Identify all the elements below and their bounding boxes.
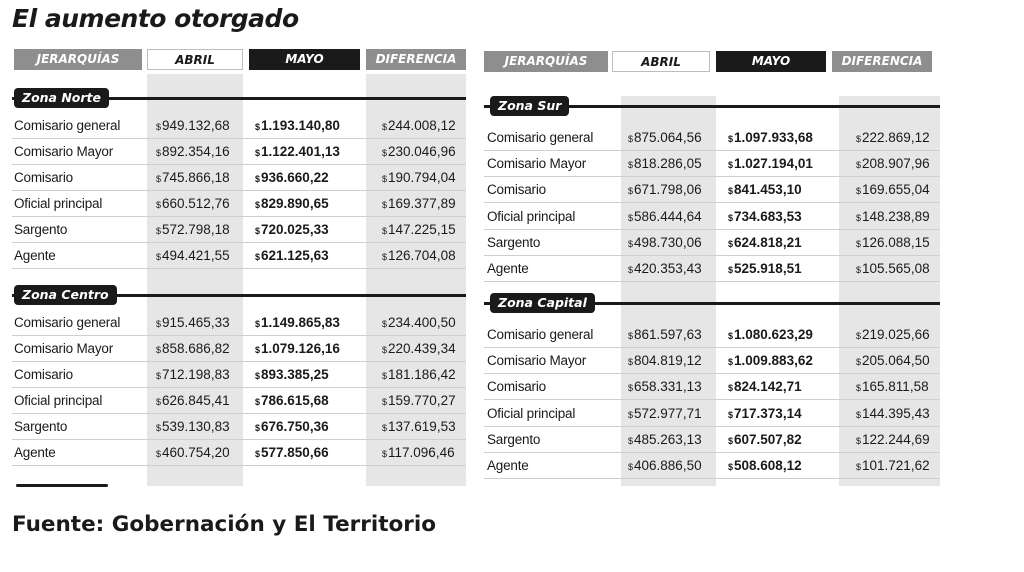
- diferencia-amount: 169.655,04: [862, 182, 930, 198]
- currency-symbol: $: [255, 423, 261, 433]
- currency-symbol: $: [156, 252, 162, 262]
- currency-symbol: $: [628, 134, 634, 144]
- currency-symbol: $: [255, 148, 261, 158]
- diferencia-value: [856, 151, 930, 177]
- table-row: [484, 453, 940, 479]
- diferencia-amount: 190.794,04: [388, 170, 456, 185]
- currency-symbol: $: [255, 371, 261, 381]
- currency-symbol: $: [728, 265, 734, 275]
- abril-value: [628, 453, 702, 479]
- currency-symbol: $: [255, 226, 261, 236]
- abril-amount: 460.754,20: [162, 445, 230, 460]
- abril-value: [628, 125, 702, 151]
- currency-symbol: $: [628, 265, 634, 275]
- abril-amount: 660.512,76: [162, 196, 230, 211]
- currency-symbol: $: [728, 435, 734, 446]
- abril-value: [628, 322, 702, 348]
- currency-symbol: $: [156, 148, 162, 158]
- currency-symbol: $: [728, 331, 734, 341]
- section-stub: [16, 484, 108, 487]
- currency-symbol: $: [382, 252, 388, 262]
- diferencia-value: [382, 165, 456, 191]
- zone-label: Zona Capital: [490, 293, 595, 313]
- table-row: [12, 217, 466, 243]
- abril-amount: 586.444,64: [634, 208, 702, 224]
- table-row: [12, 440, 466, 466]
- mayo-value: [728, 204, 802, 230]
- zone-label: Zona Sur: [490, 96, 569, 116]
- rank-name: Comisario: [487, 379, 546, 395]
- currency-symbol: $: [382, 319, 388, 329]
- mayo-amount: 841.453,10: [734, 182, 802, 198]
- abril-value: [156, 243, 230, 269]
- currency-symbol: $: [382, 397, 388, 407]
- mayo-amount: 676.750,36: [261, 419, 329, 434]
- abril-amount: 671.798,06: [634, 182, 702, 198]
- rank-name: Comisario general: [487, 130, 594, 145]
- abril-amount: 572.977,71: [634, 405, 702, 421]
- diferencia-value: [856, 401, 930, 427]
- abril-value: [156, 217, 230, 243]
- currency-symbol: $: [255, 174, 261, 184]
- header-jerarquias: JERARQUÍAS: [14, 49, 142, 70]
- mayo-amount: 624.818,21: [734, 234, 802, 250]
- diferencia-amount: 126.088,15: [862, 234, 930, 250]
- table-row: [484, 374, 940, 400]
- diferencia-value: [382, 362, 456, 388]
- table-row: [12, 139, 466, 165]
- abril-amount: 745.866,18: [162, 170, 230, 185]
- mayo-value: [255, 165, 329, 191]
- mayo-amount: 893.385,25: [261, 367, 329, 382]
- mayo-value: [728, 151, 813, 177]
- header-abril: ABRIL: [147, 49, 243, 70]
- mayo-value: [728, 230, 802, 256]
- abril-value: [628, 401, 702, 427]
- mayo-amount: 720.025,33: [261, 222, 329, 237]
- mayo-amount: 824.142,71: [734, 379, 802, 395]
- right-salary-table: [484, 0, 940, 572]
- diferencia-amount: 222.869,12: [862, 130, 930, 145]
- currency-symbol: $: [255, 397, 261, 407]
- currency-symbol: $: [628, 357, 634, 368]
- currency-symbol: $: [628, 160, 634, 171]
- mayo-value: [255, 362, 329, 388]
- abril-value: [628, 204, 702, 230]
- currency-symbol: $: [156, 226, 162, 236]
- currency-symbol: $: [382, 423, 388, 433]
- table-row: [484, 348, 940, 374]
- mayo-value: [255, 139, 340, 165]
- mayo-amount: 525.918,51: [734, 261, 802, 276]
- currency-symbol: $: [156, 319, 162, 329]
- currency-symbol: $: [728, 160, 734, 171]
- diferencia-amount: 126.704,08: [388, 248, 456, 263]
- diferencia-amount: 144.395,43: [862, 405, 930, 421]
- left-salary-table: [12, 0, 466, 572]
- currency-symbol: $: [628, 186, 634, 197]
- table-row: [12, 362, 466, 388]
- currency-symbol: $: [255, 449, 261, 459]
- rank-name: Sargento: [487, 234, 541, 250]
- table-row: [12, 165, 466, 191]
- mayo-value: [728, 322, 813, 348]
- zone-label: Zona Centro: [14, 285, 117, 305]
- diferencia-amount: 105.565,08: [862, 261, 930, 276]
- abril-amount: 818.286,05: [634, 156, 702, 172]
- currency-symbol: $: [382, 148, 388, 158]
- abril-amount: 949.132,68: [162, 118, 230, 133]
- diferencia-value: [382, 113, 456, 139]
- currency-symbol: $: [728, 383, 734, 394]
- abril-amount: 804.819,12: [634, 353, 702, 369]
- table-row: [484, 322, 940, 348]
- mayo-value: [255, 191, 329, 217]
- rank-name: Agente: [14, 248, 56, 263]
- table-row: [484, 204, 940, 230]
- currency-symbol: $: [728, 357, 734, 368]
- mayo-value: [255, 217, 329, 243]
- zone-label: Zona Norte: [14, 88, 109, 108]
- mayo-amount: 829.890,65: [261, 196, 329, 211]
- currency-symbol: $: [628, 383, 634, 394]
- diferencia-amount: 147.225,15: [388, 222, 456, 237]
- mayo-value: [255, 414, 329, 440]
- currency-symbol: $: [382, 449, 388, 459]
- abril-amount: 858.686,82: [162, 341, 230, 356]
- diferencia-amount: 181.186,42: [388, 367, 456, 382]
- rank-name: Oficial principal: [487, 405, 576, 421]
- diferencia-amount: 169.377,89: [388, 196, 456, 211]
- currency-symbol: $: [628, 409, 634, 420]
- diferencia-value: [856, 348, 930, 374]
- currency-symbol: $: [856, 357, 862, 368]
- abril-value: [156, 191, 230, 217]
- table-row: [12, 388, 466, 414]
- abril-value: [628, 256, 702, 282]
- currency-symbol: $: [156, 371, 162, 381]
- mayo-amount: 607.507,82: [734, 431, 802, 447]
- currency-symbol: $: [856, 462, 862, 472]
- abril-amount: 626.845,41: [162, 393, 230, 408]
- currency-symbol: $: [856, 186, 862, 197]
- diferencia-value: [382, 191, 456, 217]
- currency-symbol: $: [156, 345, 162, 355]
- currency-symbol: $: [382, 122, 388, 132]
- abril-value: [156, 139, 230, 165]
- diferencia-amount: 117.096,46: [388, 445, 455, 460]
- diferencia-amount: 101.721,62: [862, 458, 930, 473]
- diferencia-value: [856, 204, 930, 230]
- abril-value: [628, 427, 702, 453]
- diferencia-amount: 205.064,50: [862, 353, 930, 369]
- table-row: [12, 191, 466, 217]
- currency-symbol: $: [156, 423, 162, 433]
- abril-value: [156, 388, 230, 414]
- currency-symbol: $: [382, 174, 388, 184]
- currency-symbol: $: [856, 383, 862, 394]
- diferencia-amount: 159.770,27: [388, 393, 456, 408]
- rank-name: Comisario general: [14, 315, 121, 330]
- page-title: El aumento otorgado: [12, 4, 299, 33]
- abril-value: [628, 177, 702, 203]
- mayo-amount: 717.373,14: [734, 405, 802, 421]
- diferencia-amount: 165.811,58: [862, 379, 929, 395]
- mayo-amount: 1.079.126,16: [261, 341, 340, 356]
- currency-symbol: $: [156, 397, 162, 407]
- currency-symbol: $: [856, 160, 862, 171]
- mayo-amount: 1.097.933,68: [734, 130, 813, 145]
- currency-symbol: $: [728, 238, 734, 249]
- rank-name: Comisario Mayor: [14, 144, 114, 159]
- rank-name: Oficial principal: [14, 196, 103, 211]
- mayo-amount: 734.683,53: [734, 208, 802, 224]
- header-diferencia: DIFERENCIA: [832, 51, 932, 72]
- table-row: [484, 125, 940, 151]
- table-row: [484, 230, 940, 256]
- abril-amount: 915.465,33: [162, 315, 230, 330]
- abril-value: [156, 440, 230, 466]
- table-row: [484, 256, 940, 282]
- mayo-amount: 508.608,12: [734, 458, 802, 473]
- header-mayo: MAYO: [249, 49, 360, 70]
- table-row: [12, 310, 466, 336]
- abril-value: [156, 165, 230, 191]
- header-jerarquias: JERARQUÍAS: [484, 51, 608, 72]
- mayo-value: [255, 440, 329, 466]
- abril-amount: 420.353,43: [634, 261, 702, 276]
- header-diferencia: DIFERENCIA: [366, 49, 466, 70]
- mayo-value: [728, 256, 802, 282]
- abril-value: [156, 414, 230, 440]
- rank-name: Agente: [14, 445, 56, 460]
- rank-name: Sargento: [487, 431, 541, 447]
- abril-value: [628, 151, 702, 177]
- abril-amount: 494.421,55: [162, 248, 230, 263]
- abril-amount: 875.064,56: [634, 130, 702, 145]
- mayo-amount: 936.660,22: [261, 170, 329, 185]
- diferencia-value: [382, 388, 456, 414]
- header-abril: ABRIL: [612, 51, 710, 72]
- currency-symbol: $: [382, 371, 388, 381]
- abril-value: [156, 362, 230, 388]
- diferencia-amount: 208.907,96: [862, 156, 930, 172]
- mayo-amount: 1.009.883,62: [734, 353, 813, 369]
- abril-value: [628, 230, 702, 256]
- currency-symbol: $: [382, 200, 388, 210]
- diferencia-amount: 230.046,96: [388, 144, 456, 159]
- table-row: [12, 113, 466, 139]
- abril-value: [156, 336, 230, 362]
- rank-name: Sargento: [14, 419, 68, 434]
- currency-symbol: $: [856, 238, 862, 249]
- abril-amount: 406.886,50: [634, 458, 702, 473]
- header-mayo: MAYO: [716, 51, 826, 72]
- mayo-value: [255, 113, 340, 139]
- mayo-value: [728, 177, 802, 203]
- currency-symbol: $: [255, 252, 261, 262]
- abril-value: [628, 348, 702, 374]
- rank-name: Comisario Mayor: [487, 156, 587, 172]
- currency-symbol: $: [628, 462, 634, 472]
- mayo-amount: 621.125,63: [261, 248, 329, 263]
- diferencia-value: [856, 230, 930, 256]
- rank-name: Comisario general: [487, 327, 594, 342]
- mayo-value: [728, 427, 802, 453]
- rank-name: Sargento: [14, 222, 68, 237]
- rank-name: Comisario Mayor: [14, 341, 114, 356]
- diferencia-value: [382, 310, 456, 336]
- diferencia-value: [382, 243, 456, 269]
- table-row: [484, 401, 940, 427]
- mayo-amount: 1.193.140,80: [261, 118, 340, 133]
- currency-symbol: $: [856, 212, 862, 223]
- currency-symbol: $: [156, 122, 162, 132]
- diferencia-value: [856, 125, 930, 151]
- rank-name: Comisario: [14, 170, 73, 185]
- mayo-amount: 1.080.623,29: [734, 327, 813, 342]
- diferencia-value: [856, 177, 930, 203]
- currency-symbol: $: [156, 449, 162, 459]
- abril-amount: 892.354,16: [162, 144, 230, 159]
- currency-symbol: $: [382, 345, 388, 355]
- diferencia-value: [856, 256, 930, 282]
- table-row: [484, 177, 940, 203]
- currency-symbol: $: [728, 212, 734, 223]
- diferencia-value: [382, 217, 456, 243]
- rank-name: Agente: [487, 458, 529, 473]
- mayo-value: [255, 336, 340, 362]
- rank-name: Comisario Mayor: [487, 353, 587, 369]
- table-row: [12, 243, 466, 269]
- abril-amount: 861.597,63: [634, 327, 702, 342]
- diferencia-amount: 148.238,89: [862, 208, 930, 224]
- currency-symbol: $: [728, 409, 734, 420]
- source-credit: Fuente: Gobernación y El Territorio: [12, 512, 437, 537]
- currency-symbol: $: [728, 186, 734, 197]
- abril-amount: 658.331,13: [634, 379, 702, 395]
- abril-value: [156, 113, 230, 139]
- table-row: [484, 151, 940, 177]
- mayo-value: [255, 243, 329, 269]
- mayo-value: [728, 401, 802, 427]
- abril-value: [156, 310, 230, 336]
- currency-symbol: $: [156, 174, 162, 184]
- rank-name: Comisario: [14, 367, 73, 382]
- diferencia-value: [856, 427, 930, 453]
- diferencia-amount: 220.439,34: [388, 341, 456, 356]
- diferencia-amount: 122.244,69: [862, 431, 930, 447]
- abril-amount: 485.263,13: [634, 431, 702, 447]
- mayo-value: [728, 374, 802, 400]
- mayo-value: [728, 125, 813, 151]
- mayo-amount: 577.850,66: [261, 445, 329, 460]
- currency-symbol: $: [255, 122, 261, 132]
- rank-name: Comisario: [487, 182, 546, 198]
- table-row: [12, 414, 466, 440]
- table-row: [12, 336, 466, 362]
- diferencia-value: [382, 336, 456, 362]
- currency-symbol: $: [628, 331, 634, 341]
- diferencia-value: [382, 414, 456, 440]
- currency-symbol: $: [255, 345, 261, 355]
- currency-symbol: $: [628, 435, 634, 446]
- mayo-amount: 1.027.194,01: [734, 156, 813, 172]
- abril-amount: 572.798,18: [162, 222, 230, 237]
- abril-amount: 712.198,83: [162, 367, 230, 382]
- diferencia-value: [382, 440, 455, 466]
- rank-name: Comisario general: [14, 118, 121, 133]
- diferencia-amount: 244.008,12: [388, 118, 456, 133]
- mayo-value: [728, 348, 813, 374]
- mayo-amount: 1.149.865,83: [261, 315, 340, 330]
- currency-symbol: $: [628, 238, 634, 249]
- rank-name: Oficial principal: [14, 393, 103, 408]
- currency-symbol: $: [728, 462, 734, 472]
- diferencia-value: [856, 453, 930, 479]
- currency-symbol: $: [728, 134, 734, 144]
- mayo-value: [255, 310, 340, 336]
- rank-name: Oficial principal: [487, 208, 576, 224]
- currency-symbol: $: [628, 212, 634, 223]
- diferencia-value: [856, 322, 930, 348]
- diferencia-amount: 137.619,53: [388, 419, 456, 434]
- diferencia-amount: 219.025,66: [862, 327, 930, 342]
- abril-value: [628, 374, 702, 400]
- diferencia-value: [382, 139, 456, 165]
- currency-symbol: $: [382, 226, 388, 236]
- currency-symbol: $: [856, 331, 862, 341]
- mayo-amount: 1.122.401,13: [261, 144, 340, 159]
- abril-amount: 498.730,06: [634, 234, 702, 250]
- currency-symbol: $: [255, 200, 261, 210]
- currency-symbol: $: [856, 134, 862, 144]
- currency-symbol: $: [856, 409, 862, 420]
- currency-symbol: $: [856, 435, 862, 446]
- table-row: [484, 427, 940, 453]
- abril-amount: 539.130,83: [162, 419, 230, 434]
- rank-name: Agente: [487, 261, 529, 276]
- diferencia-amount: 234.400,50: [388, 315, 456, 330]
- currency-symbol: $: [156, 200, 162, 210]
- mayo-value: [255, 388, 329, 414]
- mayo-value: [728, 453, 802, 479]
- diferencia-value: [856, 374, 929, 400]
- currency-symbol: $: [856, 265, 862, 275]
- currency-symbol: $: [255, 319, 261, 329]
- mayo-amount: 786.615,68: [261, 393, 329, 408]
